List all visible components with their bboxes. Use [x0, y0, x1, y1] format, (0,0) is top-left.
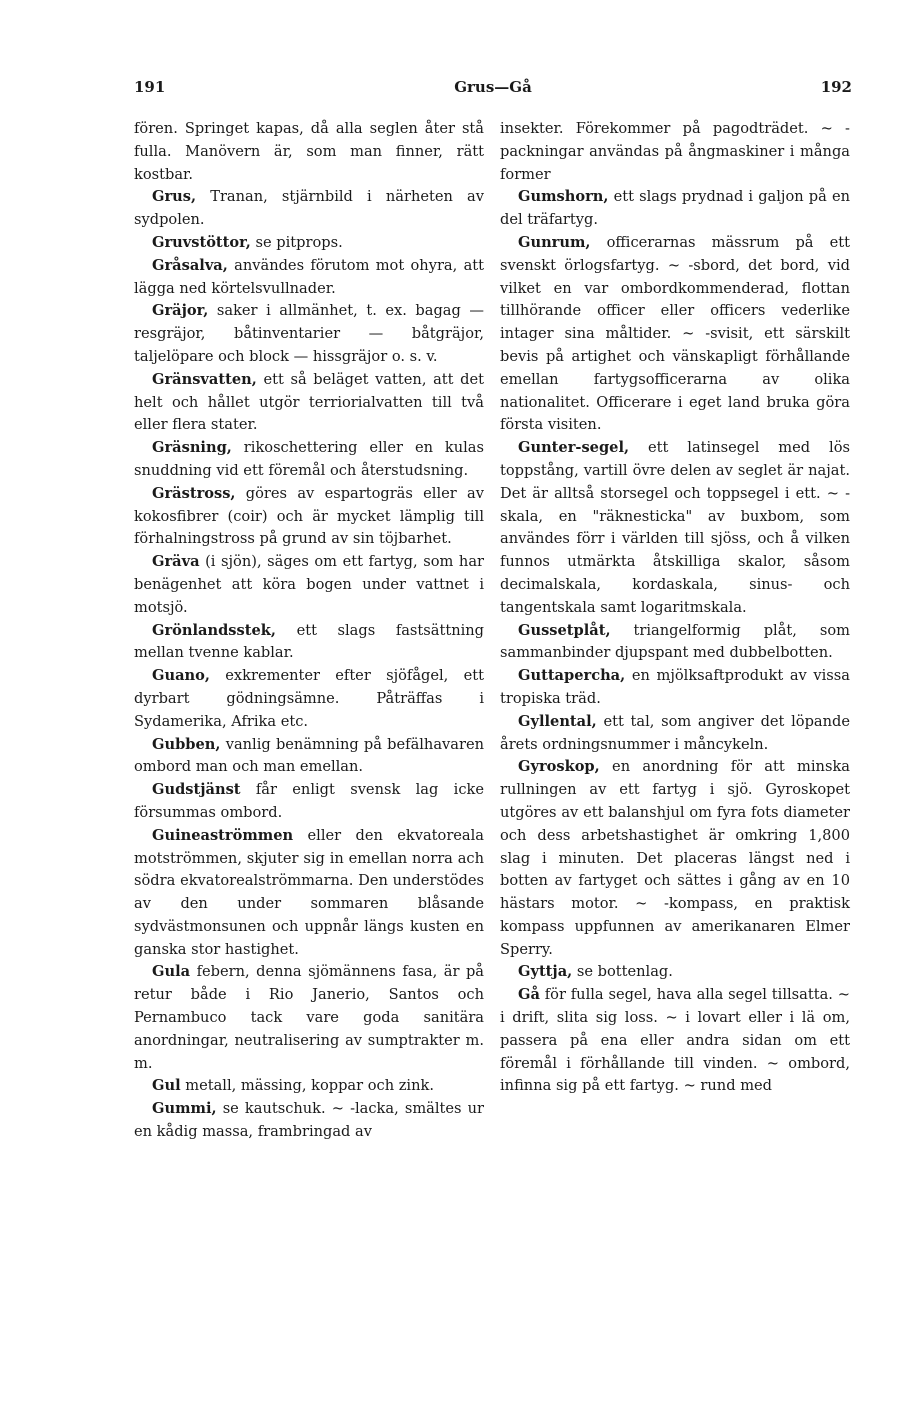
entry-text: se kautschuk. ~ -lacka, smältes ur en kådig massa, frambringad av	[134, 1100, 484, 1141]
dictionary-entry	[134, 300, 484, 368]
entry-headword: Gyroskop,	[518, 758, 600, 776]
entry-text: får enligt svensk lag icke försummas ombord.	[134, 781, 484, 821]
dictionary-entry	[500, 620, 850, 666]
entry-text: användes förutom mot ohyra, att lägga ned körtelsvullnader.	[134, 256, 484, 297]
entry-headword: Gräva	[152, 553, 200, 571]
dictionary-entry	[500, 961, 850, 984]
entry-text: ett slags fastsättning mellan tvenne kablar.	[134, 621, 484, 662]
dictionary-entry	[134, 437, 484, 483]
entry-text: Tranan, stjärnbild i närheten av sydpolen.	[134, 188, 484, 229]
dictionary-entry	[500, 984, 850, 1098]
entry-headword: Guano,	[152, 667, 210, 685]
entry-headword: Grus,	[152, 188, 197, 206]
entry-text: se pitprops.	[250, 233, 343, 251]
dictionary-entry	[134, 734, 484, 780]
entry-text: ett så beläget vatten, att det helt och hållet utgör terriorialvatten till två eller flera stater.	[134, 370, 484, 434]
dictionary-entry	[134, 779, 484, 825]
entry-text: eller den ekvatoreala motströmmen, skjuter sig in emellan norra ach södra ekvatorealströmmarna. Den understödes av den under sommaren blåsande sydvästmonsunen och uppnår längs kusten en ganska stor hastighet.	[134, 826, 484, 958]
dictionary-entry	[134, 961, 484, 1075]
dictionary-entry	[134, 665, 484, 733]
entry-headword: Gussetplåt,	[518, 621, 611, 639]
entry-headword: Gruvstöttor,	[152, 233, 251, 251]
entry-headword: Grönlandsstek,	[152, 621, 276, 639]
dictionary-entry	[500, 711, 850, 757]
entry-headword: Gula	[152, 963, 191, 981]
dictionary-entry	[134, 1075, 484, 1098]
entry-text: metall, mässing, koppar och zink.	[180, 1077, 434, 1095]
entry-text: officerarnas mässrum på ett svenskt örlogsfartyg. ~ -sbord, det bord, vid vilket en var ombordkommenderad, flottan tillhörande officer eller officers vederlike intager sina måltider. ~ -svisit, ett särskilt bevis på artighet och vänskapligt förhållande emellan fartygsofficerarna av olika nationalitet. Officerare i eget land bruka göra första visiten.	[500, 233, 850, 434]
dictionary-entry	[500, 665, 850, 711]
entry-text: saker i allmänhet, t. ex. bagag — resgräjor, båtinventarier — båtgräjor, taljelöpare och block — hissgräjor o. s. v.	[134, 302, 484, 365]
entry-headword: Gyllental,	[518, 712, 597, 730]
page-number-right: 192	[820, 78, 852, 96]
entry-text: se bottenlag.	[572, 963, 673, 981]
dictionary-entry	[134, 825, 484, 962]
entry-headword: Gul	[152, 1077, 181, 1095]
dictionary-entry	[134, 369, 484, 437]
entry-text: en mjölksaftprodukt av vissa tropiska träd.	[500, 667, 850, 707]
entry-headword: Gunter-segel,	[518, 439, 630, 457]
entry-text: insekter. Förekommer på pagodträdet. ~ -packningar användas på ångmaskiner i många former	[500, 120, 850, 183]
entry-text: ett latinsegel med lös toppstång, vartill övre delen av seglet är najat. Det är alltså storsegel och toppsegel i ett. ~ -skala, en "räknesticka" av buxbom, som användes förr i världen till sjöss, och å vilken funnos utmärkta åtskilliga skalor, såsom decimalskala, kordaskala, sinus- och tangentskala samt logaritmskala.	[500, 439, 850, 616]
entry-headword: Gräsning,	[152, 439, 232, 457]
entry-headword: Gubben,	[152, 735, 221, 753]
entry-text: ett tal, som angiver det löpande årets ordningsnummer i måncykeln.	[500, 712, 850, 753]
dictionary-entry	[134, 232, 484, 255]
page-number-left: 191	[134, 78, 166, 96]
dictionary-entry	[134, 255, 484, 301]
entry-headword: Gråsalva,	[152, 256, 228, 274]
dictionary-entry	[500, 186, 850, 232]
entry-headword: Gummi,	[152, 1100, 217, 1118]
dictionary-entry	[134, 1098, 484, 1144]
entry-text: exkrementer efter sjöfågel, ett dyrbart gödningsämne. Påträffas i Sydamerika, Afrika etc.	[134, 667, 484, 730]
dictionary-entry	[500, 118, 850, 186]
entry-text: vanlig benämning på befälhavaren ombord man och man emellan.	[134, 735, 484, 776]
entry-headword: Gumshorn,	[518, 188, 609, 206]
entry-headword: Guineaströmmen	[152, 826, 294, 844]
entry-text: ett slags prydnad i galjon på en del träfartyg.	[500, 188, 850, 229]
entry-headword: Gudstjänst	[152, 781, 241, 799]
entry-text: för fulla segel, hava alla segel tillsatta. ~ i drift, slita sig loss. ~ i lovart eller i lä om, passera på ena eller andra sidan om ett föremål i förhållande till vinden. ~ ombord, infinna sig på ett fartyg. ~ rund med	[500, 986, 850, 1095]
left-column	[134, 118, 484, 1144]
dictionary-entry	[500, 437, 850, 619]
dictionary-entry	[500, 756, 850, 961]
entry-headword: Gräjor,	[152, 302, 209, 320]
dictionary-entry	[134, 620, 484, 666]
page-header	[134, 78, 852, 102]
entry-text: febern, denna sjömännens fasa, är på retur både i Rio Janerio, Santos och Pernambuco tack vare goda sanitära anordningar, neutralisering av sumptrakter m. m.	[134, 963, 484, 1072]
dictionary-entry	[134, 118, 484, 186]
dictionary-entry	[134, 483, 484, 551]
entry-headword: Grästross,	[152, 484, 236, 502]
entry-headword: Guttapercha,	[518, 667, 626, 685]
entry-headword: Gå	[518, 986, 540, 1004]
running-head: Grus—Gå	[454, 78, 532, 96]
right-column	[500, 118, 850, 1098]
dictionary-entry	[500, 232, 850, 437]
entry-text: en anordning för att minska rullningen av ett fartyg i sjö. Gyroskopet utgöres av ett balanshjul om fyra fots diameter och dess arbetshastighet är omkring 1,800 slag i minuten. Det placeras längst ned i botten av fartyget och sättes i gång av en 10 hästars motor. ~ -kompass, en praktisk kompass uppfunnen av amerikanaren Elmer Sperry.	[500, 758, 850, 958]
dictionary-entry	[134, 551, 484, 619]
entry-text: rikoschettering eller en kulas snuddning vid ett föremål och återstudsning.	[134, 439, 484, 479]
entry-text: göres av espartogräs eller av kokosfibrer (coir) och är mycket lämplig till förhalningstross på grund av sin töjbarhet.	[134, 484, 484, 548]
entry-headword: Gunrum,	[518, 233, 591, 251]
entry-headword: Gränsvatten,	[152, 370, 257, 388]
entry-text: triangelformig plåt, som sammanbinder djupspant med dubbelbotten.	[500, 621, 850, 662]
entry-text: fören. Springet kapas, då alla seglen åter stå fulla. Manövern är, som man finner, rätt kostbar.	[134, 120, 484, 183]
entry-text: (i sjön), säges om ett fartyg, som har benägenhet att köra bogen under vattnet i motsjö.	[134, 553, 484, 616]
entry-headword: Gyttja,	[518, 963, 573, 981]
dictionary-entry	[134, 186, 484, 232]
